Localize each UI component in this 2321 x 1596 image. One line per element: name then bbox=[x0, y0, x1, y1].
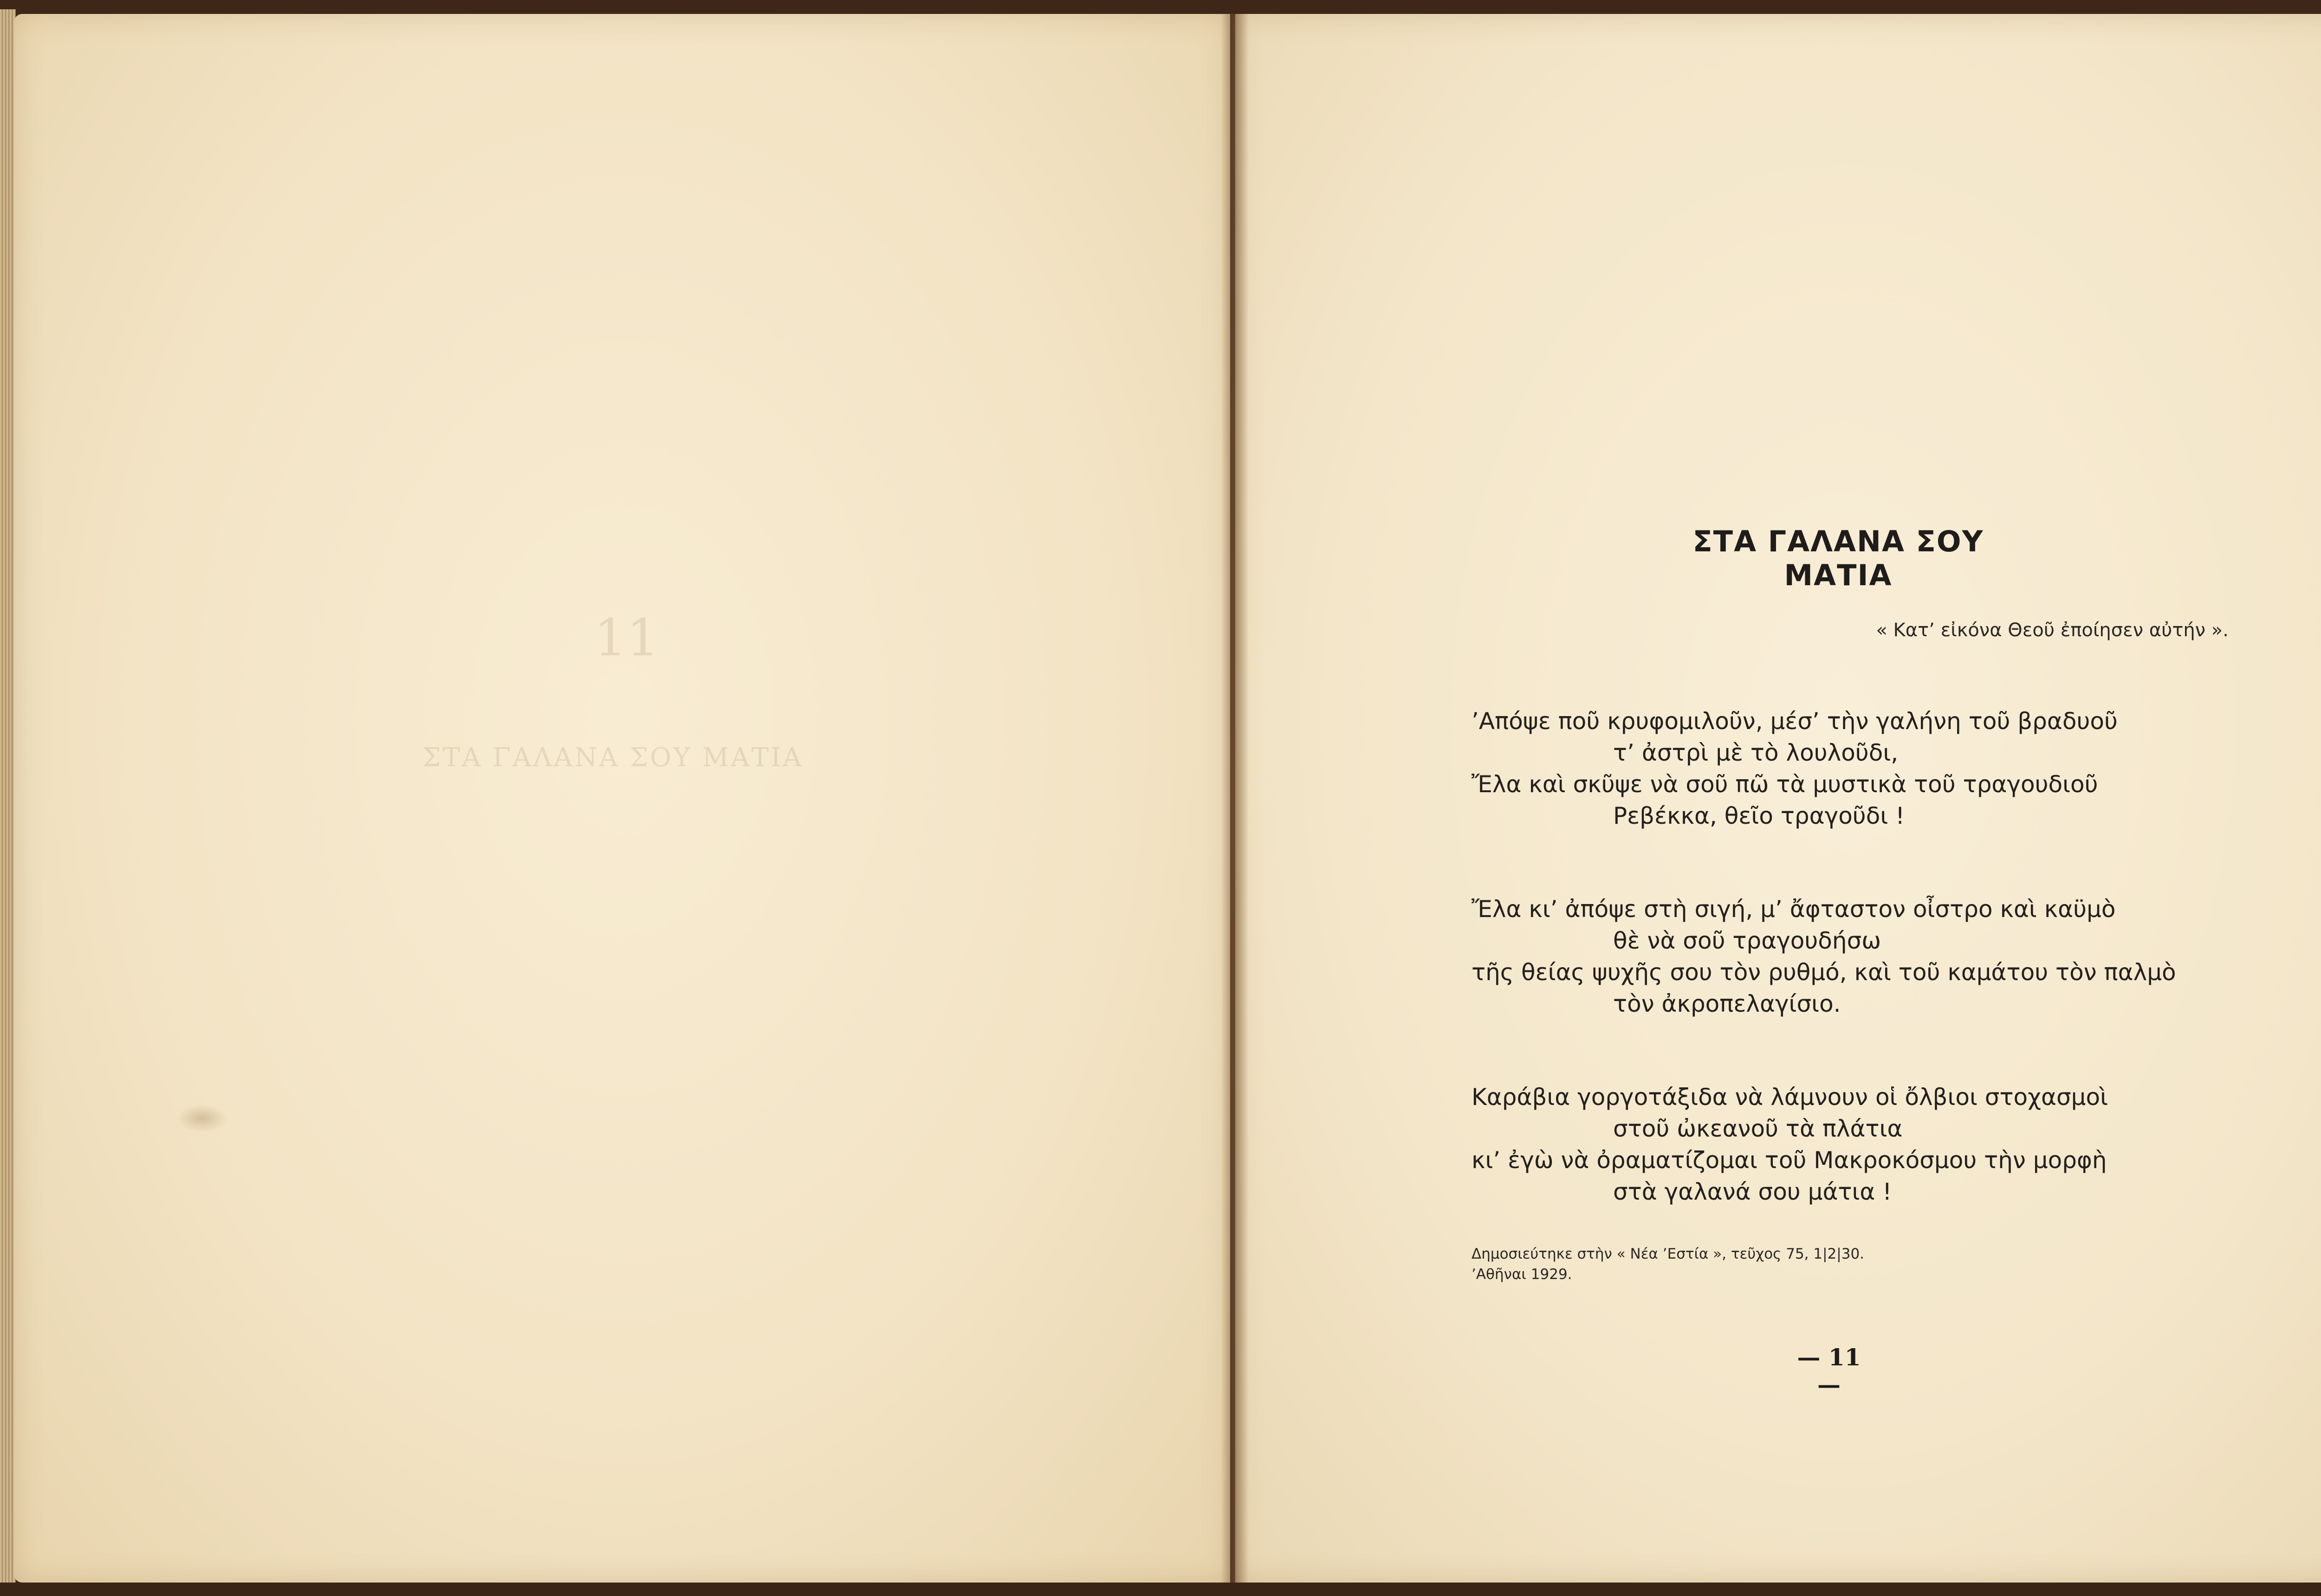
verse-line: Ἔλα κι’ ἀπόψε στὴ σιγή, μ’ ἄφταστον οἶστρο καὶ καϋμὸ bbox=[1472, 896, 2116, 923]
stanza-2 bbox=[1472, 893, 2176, 1020]
stanza-3 bbox=[1472, 1081, 2108, 1208]
verse-line: τῆς θείας ψυχῆς σου τὸν ρυθμό, καὶ τοῦ καμάτου τὸν παλμὸ bbox=[1472, 959, 2176, 986]
place-date: ’Αθῆναι 1929. bbox=[1472, 1266, 1572, 1283]
verse-line: Ἔλα καὶ σκῦψε νὰ σοῦ πῶ τὰ μυστικὰ τοῦ τραγουδιοῦ bbox=[1472, 771, 2098, 798]
verse-line: θὲ νὰ σοῦ τραγουδήσω bbox=[1613, 927, 1881, 954]
verse-line: στὰ γαλανά σου μάτια ! bbox=[1613, 1178, 1892, 1205]
book-gutter bbox=[1221, 14, 1249, 1583]
verse-line: Ρεβέκκα, θεῖο τραγοῦδι ! bbox=[1613, 802, 1905, 829]
poem-title: ΣΤΑ ΓΑΛΑΝΑ ΣΟΥ ΜΑΤΙΑ bbox=[1692, 524, 1984, 592]
page-number: — 11 — bbox=[1797, 1344, 1861, 1398]
show-through-page-number: 11 bbox=[594, 608, 659, 667]
verse-line: Καράβια γοργοτάξιδα νὰ λάμνουν οἱ ὄλβιοι στοχασμοὶ bbox=[1472, 1084, 2108, 1111]
verse-line: στοῦ ὠκεανοῦ τὰ πλάτια bbox=[1613, 1115, 1903, 1142]
verse-line: κι’ ἐγὼ νὰ ὀραματίζομαι τοῦ Μακροκόσμου τὴν μορφὴ bbox=[1472, 1147, 2107, 1174]
publication-note bbox=[1472, 1244, 1864, 1285]
poem-epigraph: « Κατ’ εἰκόνα Θεοῦ ἐποίησεν αὐτήν ». bbox=[1876, 620, 2229, 641]
left-page-edges bbox=[0, 9, 16, 1583]
publication-source: Δημοσιεύτηκε στὴν « Νέα ’Εστία », τεῦχος 75, 1|2|30. bbox=[1472, 1246, 1865, 1262]
show-through-title: ΣΤΑ ΓΑΛΑΝΑ ΣΟΥ ΜΑΤΙΑ bbox=[422, 743, 804, 773]
page-stain bbox=[176, 1105, 227, 1132]
verse-line: τ’ ἀστρὶ μὲ τὸ λουλοῦδι, bbox=[1613, 739, 1899, 766]
verse-line: τὸν ἀκροπελαγίσιο. bbox=[1613, 990, 1841, 1017]
verse-line: ’Απόψε ποῦ κρυφομιλοῦν, μέσ’ τὴν γαλήνη τοῦ βραδυοῦ bbox=[1472, 708, 2118, 735]
stanza-1 bbox=[1472, 705, 2118, 832]
left-page bbox=[14, 14, 1230, 1583]
